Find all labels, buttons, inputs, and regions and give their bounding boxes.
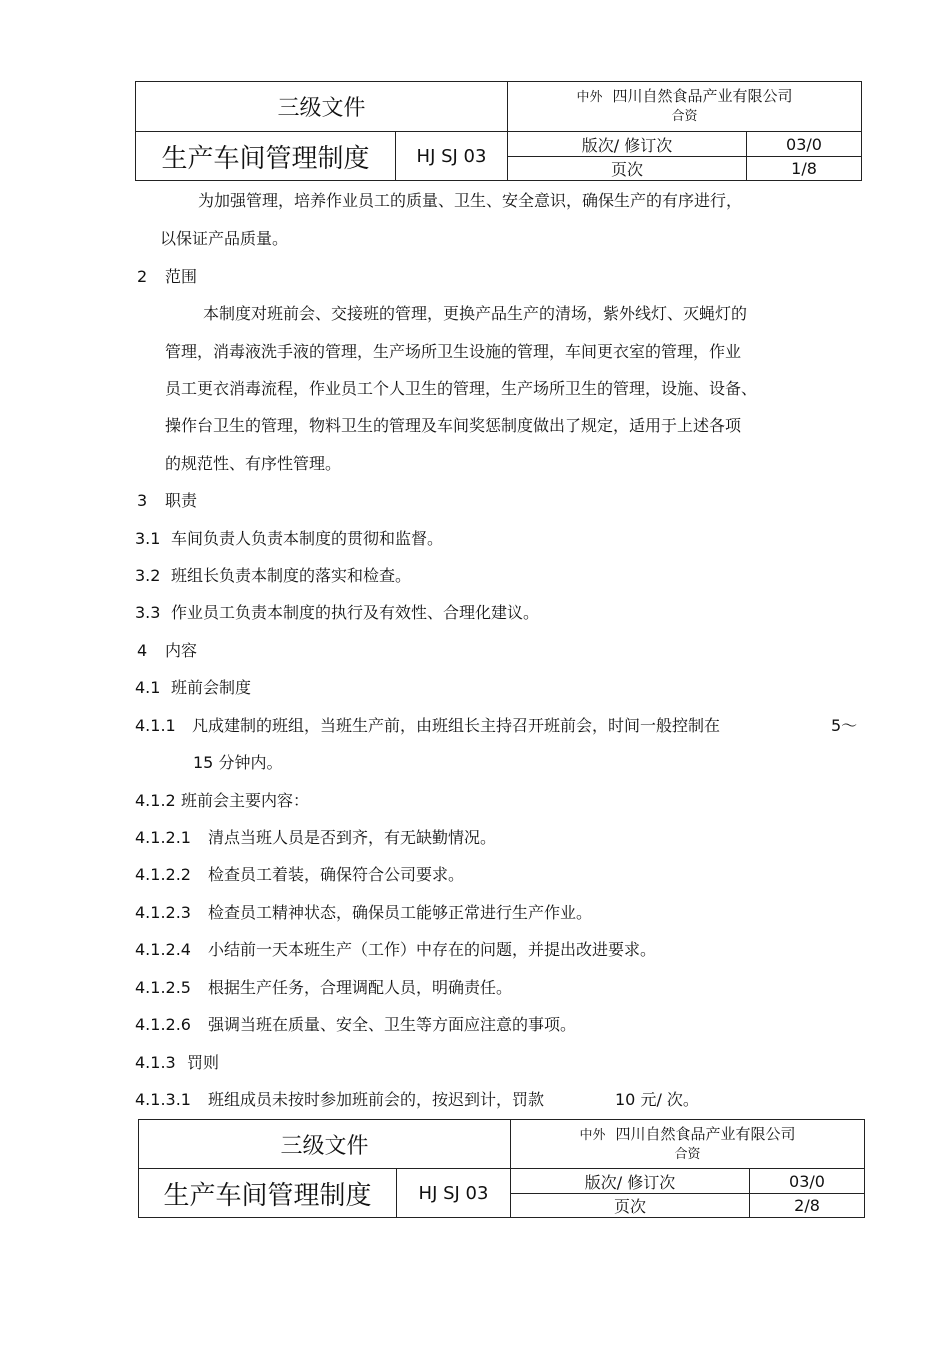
page-value: 2/8	[750, 1194, 865, 1218]
item-text: 清点当班人员是否到齐，有无缺勤情况。	[208, 828, 497, 847]
page-label: 页次	[508, 157, 747, 181]
version-label: 版次/ 修订次	[508, 132, 747, 157]
section-4-heading	[137, 641, 197, 661]
scope-line-3: 员工更衣消毒流程，作业员工个人卫生的管理，生产场所卫生的管理，设施、设备、	[165, 379, 758, 398]
intro-line-2: 以保证产品质量。	[160, 229, 289, 248]
page-label: 页次	[511, 1194, 750, 1218]
version-label: 版次/ 修订次	[511, 1169, 750, 1194]
item-number: 4.1.3.1	[135, 1090, 191, 1109]
item-number: 4.1.2.3	[135, 903, 191, 922]
section-3-heading	[137, 491, 197, 511]
item-4-1-2-1	[135, 828, 496, 848]
item-number: 4.1.2	[135, 791, 176, 810]
company-name: 四川自然食品产业有限公司	[615, 1124, 796, 1143]
scope-line-5: 的规范性、有序性管理。	[165, 454, 342, 473]
item-4-1-3-1	[135, 1090, 544, 1110]
section-number: 3	[137, 491, 148, 510]
scope-line-2: 管理，消毒液洗手液的管理，生产场所卫生设施的管理，车间更衣室的管理，作业	[165, 342, 742, 361]
item-text: 班组长负责本制度的落实和检查。	[171, 566, 412, 585]
item-number: 4.1.2.2	[135, 865, 191, 884]
item-3-3	[135, 603, 539, 623]
item-4-1-2-3	[135, 903, 592, 923]
doc-code: HJ SJ 03	[397, 1169, 511, 1218]
item-text: 罚则	[187, 1053, 220, 1072]
item-4-1-3-1-tail: 10 元/ 次。	[615, 1090, 699, 1109]
section-title: 内容	[165, 641, 198, 660]
company-prefix: 中外	[579, 1127, 606, 1143]
doc-code: HJ SJ 03	[396, 132, 508, 181]
item-text: 班前会制度	[171, 678, 252, 697]
item-text: 根据生产任务，合理调配人员，明确责任。	[208, 978, 513, 997]
item-number: 3.1	[135, 529, 161, 548]
intro-line-1: 为加强管理，培养作业员工的质量、卫生、安全意识，确保生产的有序进行，	[198, 191, 743, 210]
scope-line-4: 操作台卫生的管理，物料卫生的管理及车间奖惩制度做出了规定，适用于上述各项	[165, 416, 742, 435]
doc-title: 生产车间管理制度	[139, 1169, 397, 1218]
item-4-1-1	[135, 716, 720, 736]
item-4-1-2-6	[135, 1015, 576, 1035]
item-text: 作业员工负责本制度的执行及有效性、合理化建议。	[171, 603, 540, 622]
item-4-1	[135, 678, 251, 698]
item-4-1-3	[135, 1053, 219, 1073]
doc-level: 三级文件	[139, 1120, 511, 1169]
item-4-1-2-2	[135, 865, 464, 885]
item-4-1-2	[135, 791, 309, 811]
section-title: 范围	[165, 267, 198, 286]
doc-level: 三级文件	[136, 82, 508, 132]
scope-line-1: 本制度对班前会、交接班的管理，更换产品生产的清场，紫外线灯、灭蝇灯的	[203, 304, 748, 323]
item-3-1	[135, 529, 443, 549]
item-4-1-2-5	[135, 978, 512, 998]
item-text: 强调当班在质量、安全、卫生等方面应注意的事项。	[208, 1015, 577, 1034]
company-name-cell	[511, 1120, 865, 1169]
item-number: 4.1.2.6	[135, 1015, 191, 1034]
header-table-page-2	[138, 1119, 865, 1218]
section-number: 2	[137, 267, 148, 286]
section-number: 4	[137, 641, 148, 660]
item-number: 4.1.2.4	[135, 940, 191, 959]
item-number: 4.1	[135, 678, 161, 697]
item-number: 3.3	[135, 603, 161, 622]
item-3-2	[135, 566, 411, 586]
company-sub: 合资	[671, 109, 698, 124]
item-text: 班组成员未按时参加班前会的，按迟到计，罚款	[208, 1090, 545, 1109]
section-title: 职责	[165, 491, 198, 510]
doc-title: 生产车间管理制度	[136, 132, 396, 181]
item-number: 4.1.3	[135, 1053, 176, 1072]
item-number: 4.1.2.1	[135, 828, 191, 847]
version-value: 03/0	[747, 132, 862, 157]
item-4-1-1-tail: 5～	[831, 716, 858, 735]
item-4-1-2-4	[135, 940, 656, 960]
item-text: 班前会主要内容：	[181, 791, 310, 810]
item-4-1-1-continuation: 15 分钟内。	[193, 753, 283, 772]
item-number: 4.1.2.5	[135, 978, 191, 997]
item-text: 小结前一天本班生产（工作）中存在的问题，并提出改进要求。	[208, 940, 657, 959]
item-text: 检查员工精神状态，确保员工能够正常进行生产作业。	[208, 903, 593, 922]
item-text: 检查员工着装，确保符合公司要求。	[208, 865, 465, 884]
item-text: 凡成建制的班组，当班生产前，由班组长主持召开班前会，时间一般控制在	[192, 716, 721, 735]
version-value: 03/0	[750, 1169, 865, 1194]
page-value: 1/8	[747, 157, 862, 181]
company-sub: 合资	[674, 1146, 701, 1162]
company-prefix: 中外	[576, 90, 603, 105]
item-number: 4.1.1	[135, 716, 176, 735]
section-2-heading	[137, 267, 197, 287]
item-text: 车间负责人负责本制度的贯彻和监督。	[171, 529, 444, 548]
company-name: 四川自然食品产业有限公司	[612, 87, 793, 105]
company-name-cell	[508, 82, 862, 132]
header-table-page-1	[135, 81, 862, 181]
item-number: 3.2	[135, 566, 161, 585]
